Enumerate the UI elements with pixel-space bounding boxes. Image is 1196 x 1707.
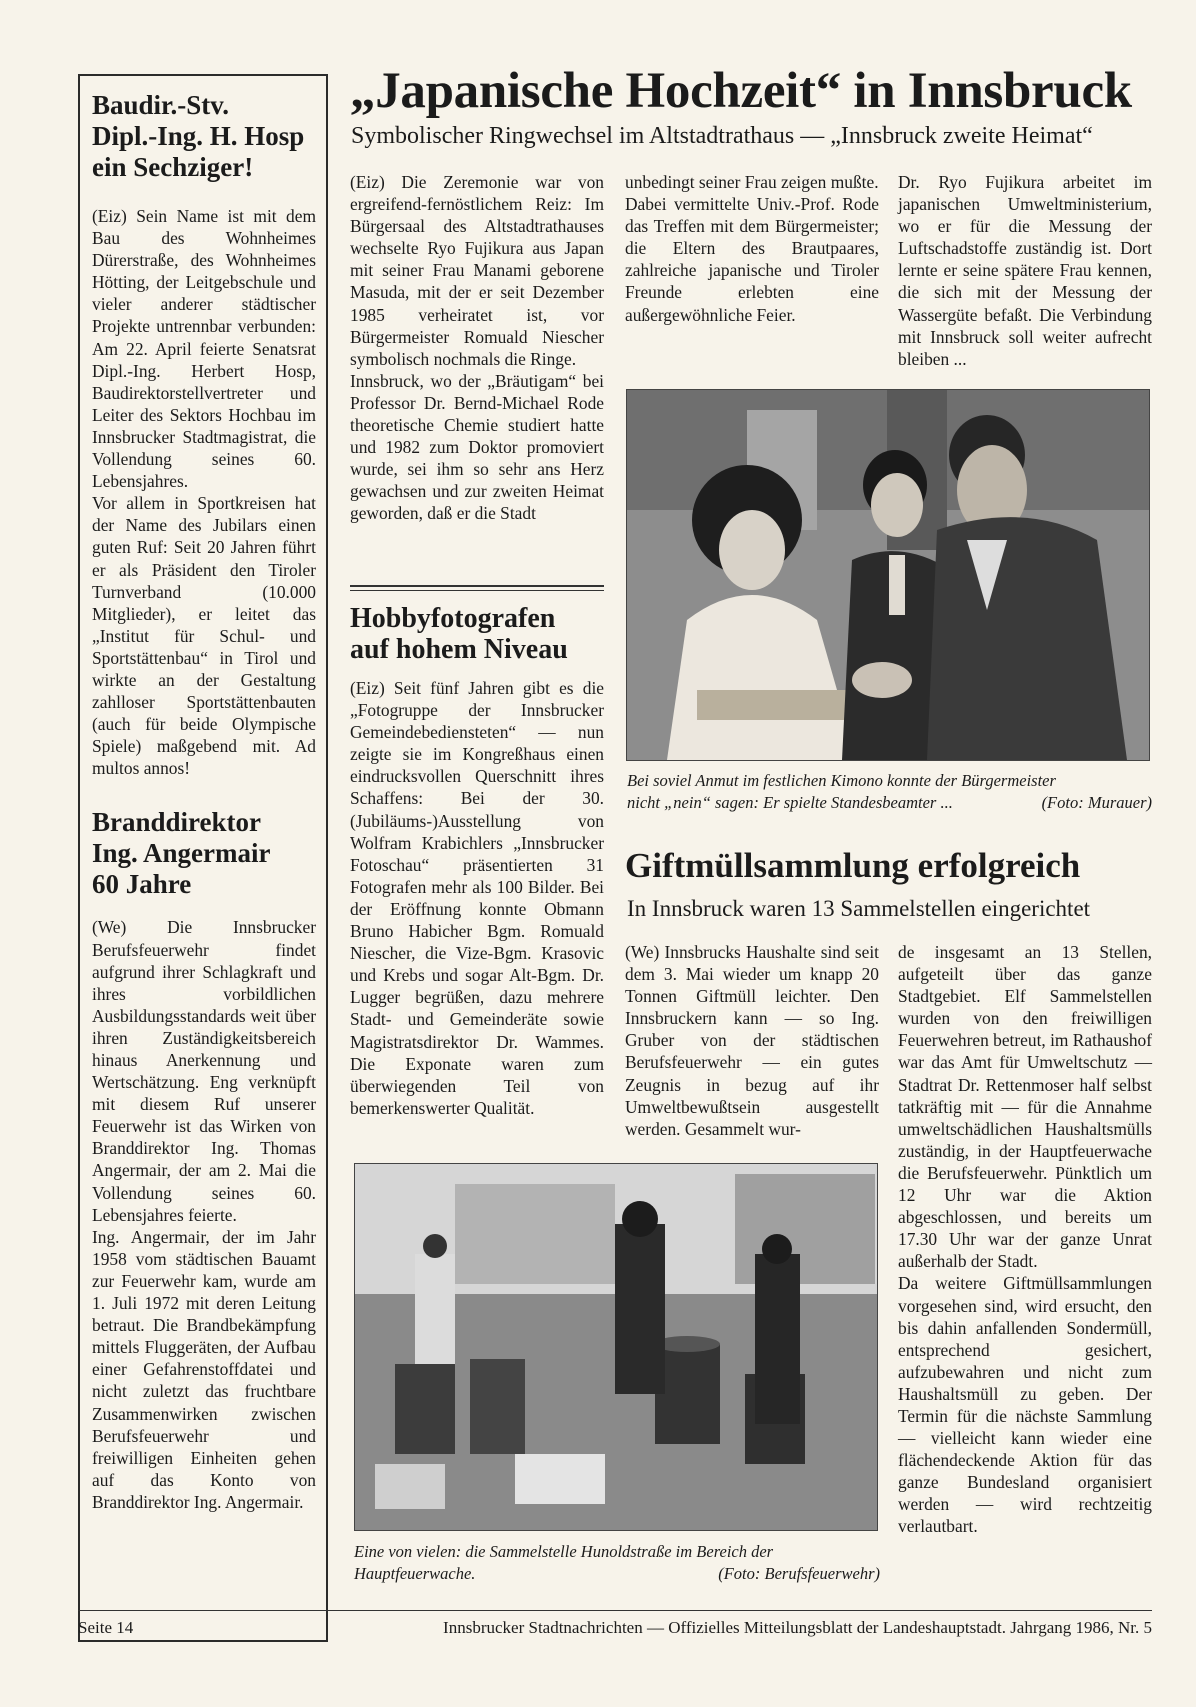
wedding-paragraph: (Eiz) Die Zeremonie war von ergreifend-fernöstlichem Reiz: Im Bürgersaal des Altstadtrathauses wechselte Ryo Fujikura aus Japan mit seiner Frau Manami geborene Masuda, mit der er seit Dezember 1985 verheiratet ist, vor Bürgermeister Romuald Niescher symbolisch nochmals die Ringe. <box>350 172 604 369</box>
gift-subheadline: In Innsbruck waren 13 Sammelstellen eingerichtet <box>627 896 1091 921</box>
wedding-headline: „Japanische Hochzeit“ in Innsbruck <box>350 63 1132 119</box>
hosp-paragraph: Vor allem in Sportkreisen hat der Name des Jubilars einen guten Ruf: Seit 20 Jahren führt er als Präsident den Tiroler Turnverband (10.000 Mitglieder), er leitet das „Institut für Schul- und Sportstättenbau“ in Tirol und wirkte an der Gestaltung zahlloser Sportstättenbauten (auch für beide Olympische Spiele) maßgebend mit. Ad multos annos! <box>92 493 316 779</box>
angermair-paragraph: (We) Die Innsbrucker Berufsfeuerwehr findet aufgrund ihrer Schlagkraft und ihres vorbildlichen Ausbildungsstandards weit über ihren Zuständigkeitsbereich hinaus Anerkennung und Wertschätzung. Eng verknüpft mit diesem Ruf unserer Feuerwehr ist das Wirken von Branddirektor Ing. Thomas Angermair, der am 2. Mai die Vollendung seines 60. Lebensjahres feierte. <box>92 917 316 1225</box>
collection-photo-credit: (Foto: Berufsfeuerwehr) <box>718 1564 880 1583</box>
angermair-paragraph: Ing. Angermair, der im Jahr 1958 vom städtischen Bauamt zur Feuerwehr kam, wurde am 1. Juli 1972 mit deren Leitung betraut. Die Brandbekämpfung mittels Fluggeräten, der Aufbau einer Gefahrenstoffdatei und nicht zuletzt das fruchtbare Zusammenwirken zwischen Berufsfeuerwehr und freiwilligen Einheiten gehen auf das Konto von Branddirektor Ing. Angermair. <box>92 1226 316 1512</box>
gift-paragraph: Da weitere Giftmüllsammlungen vorgesehen sind, wird ersucht, den bis dahin anfallenden Sondermüll, entsprechend gesichert, aufzubewahren und nicht zum Haushaltsmüll zu geben. Der Termin für die nächste Sammlung — vielleicht kann wieder eine flächendeckende Aktion für das ganze Bundesland organisiert werden — wird rechtzeitig verlautbart. <box>898 1273 1152 1537</box>
wedding-paragraph: Innsbruck, wo der „Bräutigam“ bei Professor Dr. Bernd-Michael Rode theoretische Chemie studiert hatte und 1982 zum Doktor promoviert wurde, sei ihm so sehr ans Herz gewachsen und zur zweiten Heimat geworden, daß er die Stadt <box>350 370 604 524</box>
collection-caption-line: Hauptfeuerwache. <box>354 1564 476 1583</box>
angermair-headline-line: Ing. Angermair <box>92 838 271 869</box>
hosp-headline-line: Baudir.-Stv. <box>92 90 230 120</box>
hobby-headline-line: Hobbyfotografen <box>350 603 556 634</box>
hosp-headline-line: Dipl.-Ing. H. Hosp <box>92 121 305 151</box>
wedding-photo-illustration <box>627 390 1149 760</box>
hobby-headline-line: auf hohem Niveau <box>350 634 568 665</box>
collection-caption-row <box>354 1563 880 1585</box>
publication-line: Innsbrucker Stadtnachrichten — Offizielles Mitteilungsblatt der Landeshauptstadt. Jahrgang 1986, Nr. 5 <box>443 1618 1152 1637</box>
hosp-headline <box>92 90 316 183</box>
collection-photo-caption <box>354 1541 880 1585</box>
angermair-headline <box>92 807 316 900</box>
wedding-subheadline: Symbolischer Ringwechsel im Altstadtrathaus — „Innsbruck zweite Heimat“ <box>351 123 1093 149</box>
collection-photo <box>354 1163 878 1531</box>
angermair-headline-line: 60 Jahre <box>92 869 192 900</box>
collection-caption-line: Eine von vielen: die Sammelstelle Hunoldstraße im Bereich der <box>354 1542 774 1561</box>
wedding-column-2 <box>625 171 879 326</box>
collection-photo-illustration <box>355 1164 877 1530</box>
gift-paragraph: de insgesamt an 13 Stellen, aufgeteilt über das ganze Stadtgebiet. Elf Sammelstellen wurden von den freiwilligen Feuerwehren betreut, im Rathaushof war das Amt für Umweltschutz — Stadtrat Dr. Rettenmoser half selbst tatkräftig mit — für die Annahme umweltschädlichen Haushaltsmülls zuständig, in der Hauptfeuerwache die Berufsfeuerwehr. Pünktlich um 12 Uhr war die Aktion abgeschlossen, und bereits um 17.30 Uhr war der ganze Unrat außerhalb der Stadt. <box>898 942 1153 1272</box>
wedding-caption-row <box>627 792 1152 814</box>
angermair-headline-line: Branddirektor <box>92 807 262 838</box>
hosp-headline-line: ein Sechziger! <box>92 152 254 182</box>
wedding-column-1 <box>350 171 604 525</box>
wedding-caption-line: nicht „nein“ sagen: Er spielte Standesbeamter ... <box>627 793 953 812</box>
page-number: Seite 14 <box>78 1618 134 1637</box>
gift-column-2 <box>898 941 1152 1538</box>
section-divider <box>350 585 604 591</box>
gift-paragraph: (We) Innsbrucks Haushalte sind seit dem 3. Mai wieder um knapp 20 Tonnen Giftmüll leichter. Den Innsbruckern kann — so Ing. Gruber von der städtischen Berufsfeuerwehr — ein gutes Zeugnis in bezug auf ihr Umweltbewußtsein ausgestellt werden. Gesammelt wur- <box>625 942 879 1139</box>
hobby-article-body <box>350 677 604 1119</box>
angermair-article-body <box>92 916 316 1513</box>
footer-rule <box>78 1610 1152 1611</box>
hobby-paragraph: (Eiz) Seit fünf Jahren gibt es die „Fotogruppe der Innsbrucker Gemeindebediensteten“ — nun zeigte sie im Kongreßhaus einen eindrucksvollen Querschnitt ihres Schaffens: Bei der 30. (Jubiläums-)Ausstellung von Wolfram Krabichlers „Innsbrucker Fotoschau“ präsentierten 31 Fotografen mehr als 100 Bilder. Bei der Eröffnung konnte Obmann Bruno Habicher Bgm. Romuald Niescher, die Vize-Bgm. Krasovic und Krebs und sogar Alt-Bgm. Dr. Lugger begrüßen, dazu mehrere Stadt- und Gemeinderäte sowie Magistratsdirektor Dr. Wammes. Die Exponate waren zum überwiegenden Teil von bemerkenswerter Qualität. <box>350 678 604 1118</box>
sidebar-box <box>78 74 328 1642</box>
wedding-paragraph: Dabei vermittelte Univ.-Prof. Rode das Treffen mit dem Bürgermeister; die Eltern des Brautpaares, zahlreiche japanische und Tiroler Freunde erlebten eine außergewöhnliche Feier. <box>625 194 879 325</box>
wedding-photo <box>626 389 1150 761</box>
hosp-paragraph: (Eiz) Sein Name ist mit dem Bau des Wohnheimes Dürerstraße, des Wohnheimes Hötting, der Leitgebschule und vieler anderer städtischer Projekte untrennbar verbunden: Am 22. April feierte Senatsrat Dipl.-Ing. Herbert Hosp, Baudirektorstellvertreter und Leiter des Sektors Hochbau im Innsbrucker Stadtmagistrat, die Vollendung seines 60. Lebensjahres. <box>92 206 316 492</box>
wedding-photo-credit: (Foto: Murauer) <box>1041 793 1152 812</box>
wedding-photo-caption <box>627 770 1152 814</box>
gift-column-1 <box>625 941 879 1140</box>
hosp-article-body <box>92 205 316 779</box>
wedding-paragraph: unbedingt seiner Frau zeigen mußte. <box>625 172 879 192</box>
wedding-column-3 <box>898 171 1152 370</box>
hobby-headline <box>350 603 610 665</box>
gift-headline: Giftmüllsammlung erfolgreich <box>625 846 1081 885</box>
wedding-paragraph: Dr. Ryo Fujikura arbeitet im japanischen Umweltministerium, wo er für die Messung der Luftschadstoffe zuständig ist. Dort lernte er seine spätere Frau kennen, die sich mit der Messung der Wassergüte befaßt. Die Verbindung mit Innsbruck soll weiter aufrecht bleiben ... <box>898 172 1152 369</box>
wedding-caption-line: Bei soviel Anmut im festlichen Kimono konnte der Bürgermeister <box>627 771 1056 790</box>
